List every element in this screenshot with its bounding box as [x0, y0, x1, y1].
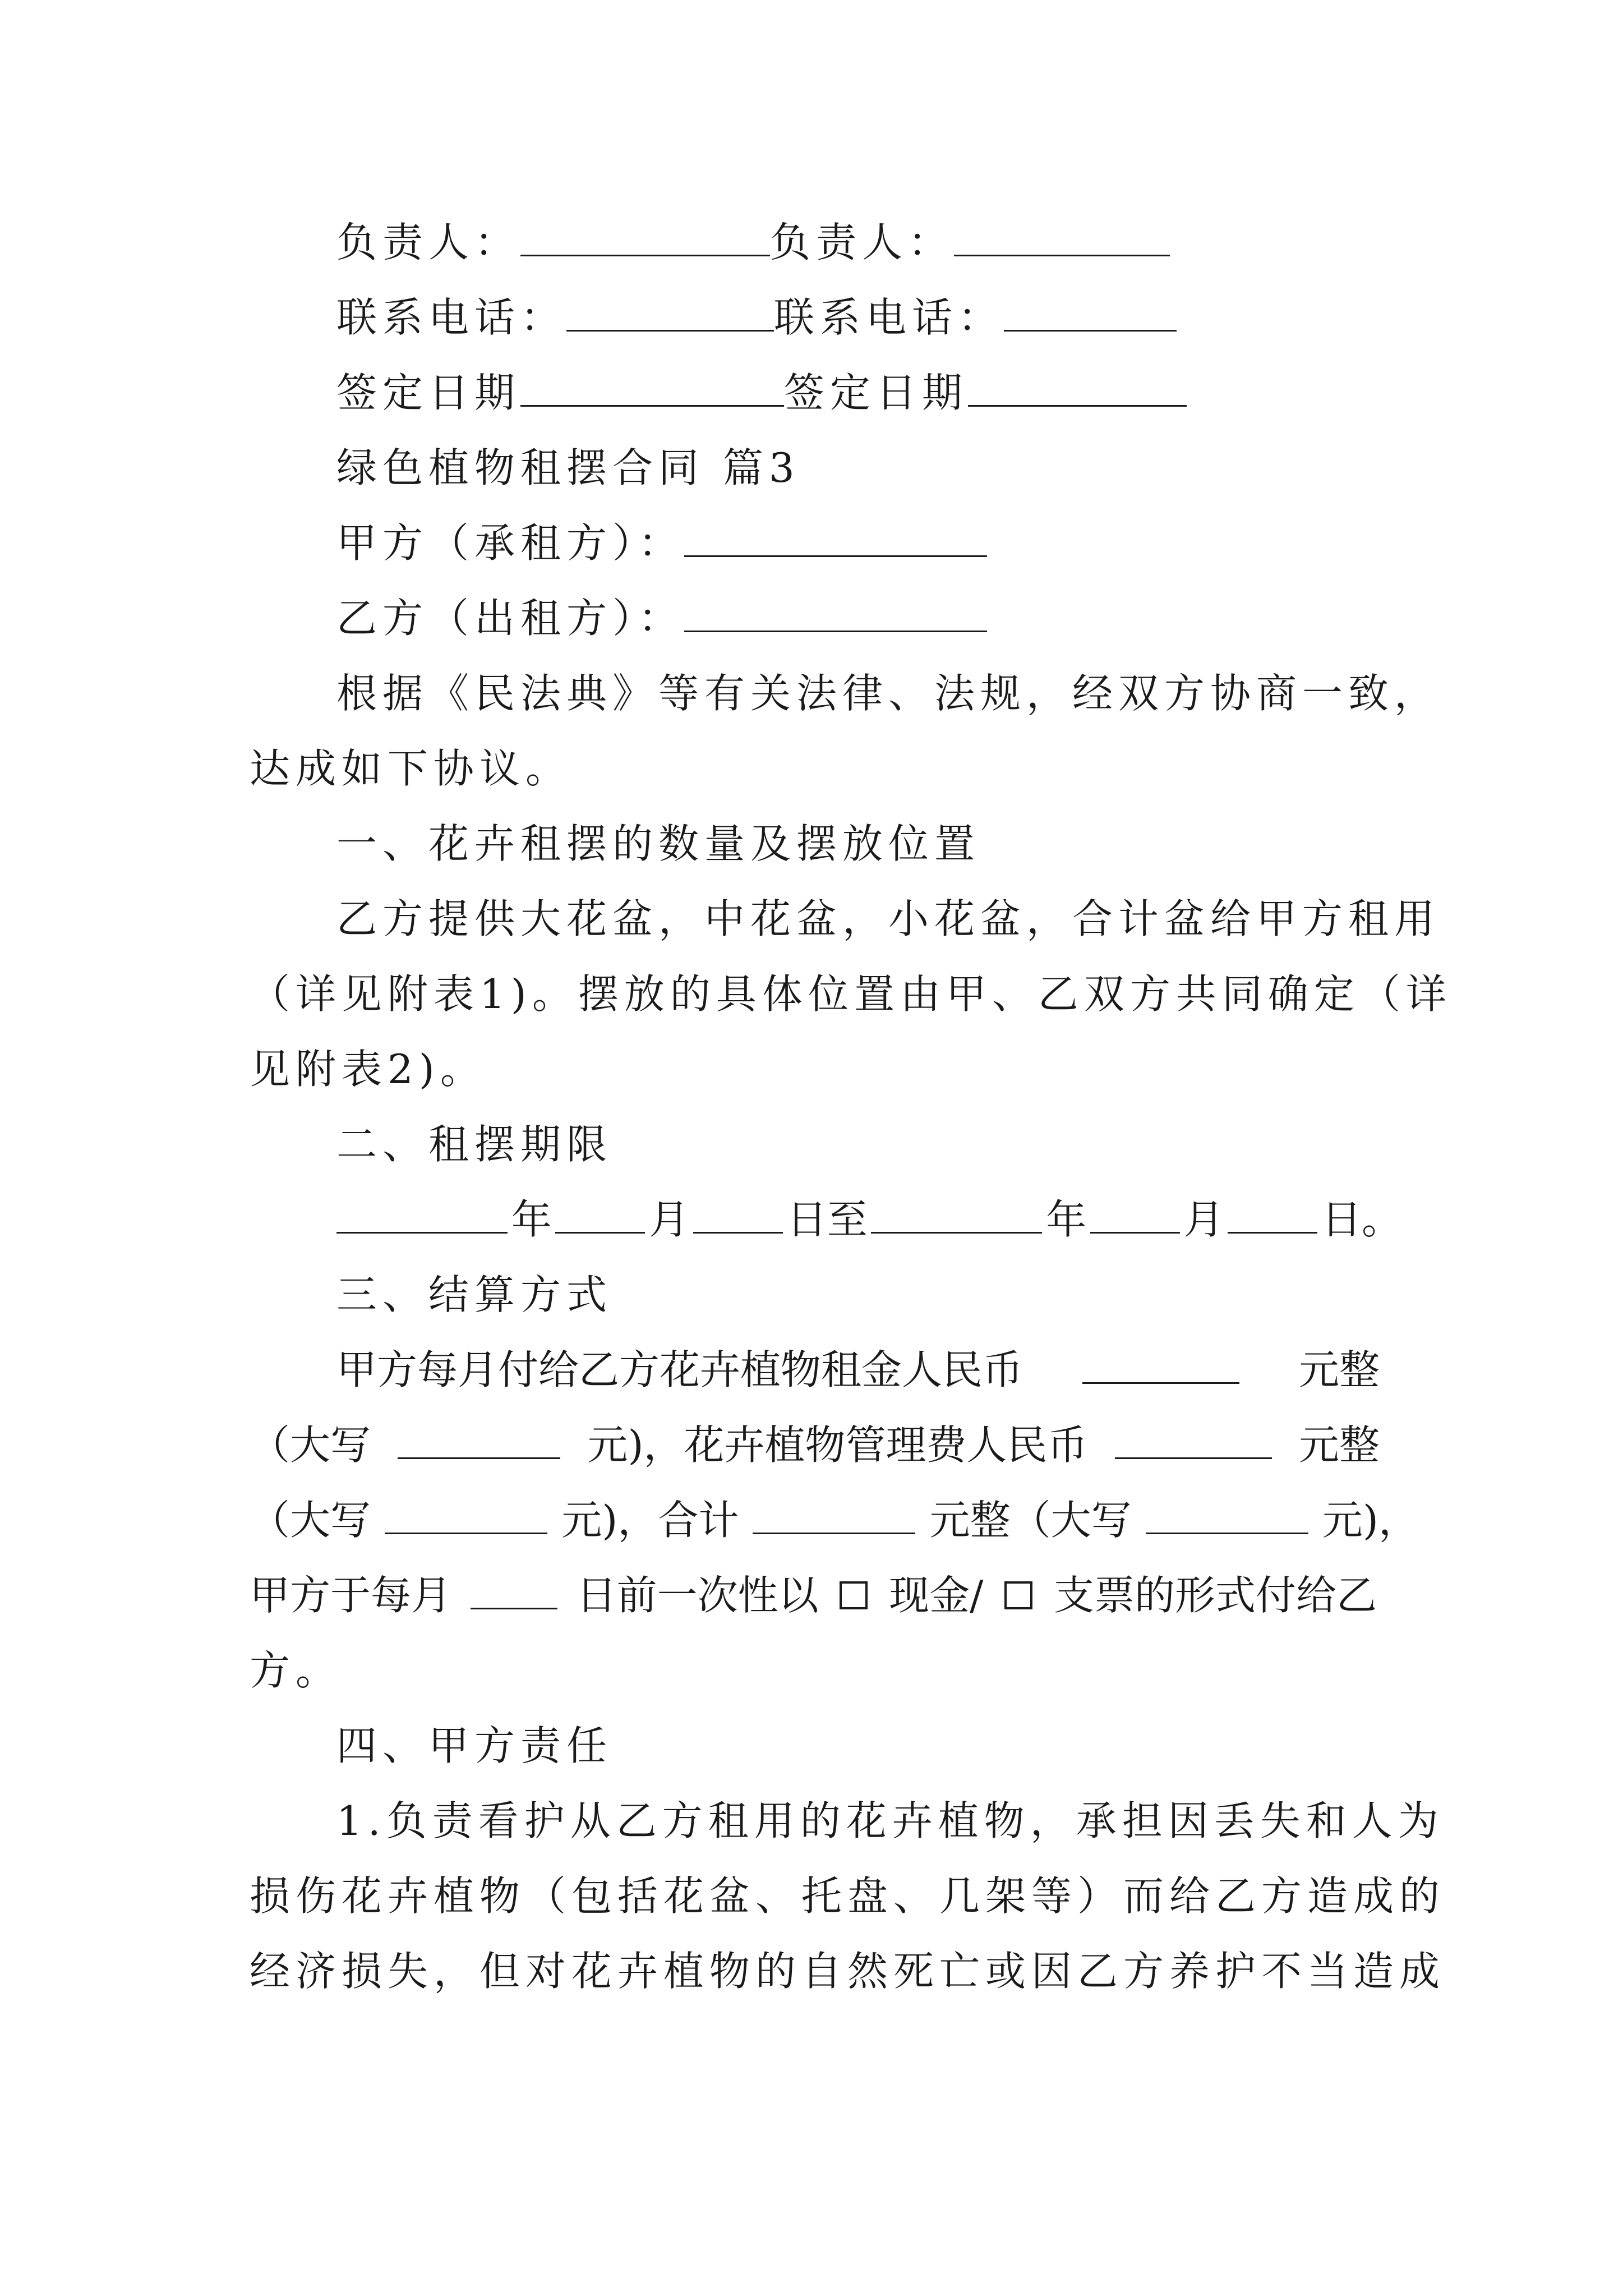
party-a-phone-label: 联系电话：: [336, 294, 567, 341]
party-a-name-blank[interactable]: [684, 521, 987, 557]
section-3-heading: 三、结算方式: [336, 1271, 613, 1318]
preamble-continued: 达成如下协议。: [250, 745, 572, 792]
fee-uppercase-blank[interactable]: [385, 1498, 547, 1534]
start-year-blank[interactable]: [336, 1197, 508, 1234]
total-uppercase-blank[interactable]: [1146, 1498, 1308, 1534]
start-month-label: 月: [649, 1196, 690, 1243]
section-1-heading: 一、花卉租摆的数量及摆放位置: [336, 820, 981, 867]
settlement-line-2: [250, 1418, 1380, 1472]
party-b-name-blank[interactable]: [684, 596, 987, 632]
settlement-line-5: 方。: [250, 1647, 342, 1694]
settlement-line-4: [250, 1568, 1377, 1622]
section-1-line-2: （详见附表1)。摆放的具体位置由甲、乙双方共同确定（详: [250, 970, 1452, 1018]
end-year-label: 年: [1046, 1196, 1087, 1243]
end-month-blank[interactable]: [1090, 1197, 1180, 1234]
party-a-person-blank[interactable]: [520, 220, 770, 256]
party-b-phone-blank[interactable]: [1004, 295, 1177, 332]
party-a-person-label: 负责人：: [336, 219, 521, 266]
total-uppercase-label: 元整（大写: [929, 1497, 1132, 1544]
rent-amount-blank[interactable]: [1082, 1347, 1239, 1384]
start-month-blank[interactable]: [555, 1197, 645, 1234]
signature-date-line: [336, 366, 1187, 420]
party-b-date-label: 签定日期: [784, 369, 969, 416]
cheque-label: 支票的形式付给乙: [1053, 1572, 1377, 1619]
section-4-line-2: 损伤花卉植物（包括花盆、托盘、几架等）而给乙方造成的: [250, 1872, 1446, 1920]
payment-method-label: 日前一次性以: [576, 1572, 819, 1619]
party-b-date-blank[interactable]: [968, 370, 1187, 407]
party-a-line: [336, 516, 987, 570]
party-a-label: 甲方（承租方）：: [336, 519, 685, 567]
settlement-line-3: [250, 1493, 1419, 1547]
section-1-line-1: 乙方提供大花盆，中花盆，小花盆，合计盆给甲方租用: [336, 895, 1441, 942]
section-4-line-3: 经济损失，但对花卉植物的自然死亡或因乙方养护不当造成: [250, 1948, 1446, 1995]
end-day-label: 日。: [1321, 1196, 1402, 1243]
section-1-line-3: 见附表2)。: [250, 1046, 486, 1093]
cheque-checkbox[interactable]: [1004, 1581, 1032, 1609]
contract-title: 绿色植物租摆合同 篇3: [336, 444, 800, 491]
party-b-person-label: 负责人：: [770, 219, 955, 266]
party-b-phone-label: 联系电话：: [774, 294, 1004, 341]
rent-uppercase-blank[interactable]: [398, 1423, 560, 1459]
section-2-heading: 二、租摆期限: [336, 1121, 613, 1168]
signature-person-line: [336, 215, 1170, 269]
fee-uppercase-label: （大写: [250, 1497, 371, 1544]
payment-day-blank[interactable]: [471, 1573, 557, 1609]
management-fee-unit: 元整: [1298, 1421, 1380, 1469]
total-amount-blank[interactable]: [753, 1498, 915, 1534]
start-day-to-label: 日至: [786, 1196, 868, 1243]
end-year-blank[interactable]: [871, 1197, 1042, 1234]
party-a-phone-blank[interactable]: [566, 295, 774, 332]
management-fee-label: 元)，花卉植物管理费人民币: [587, 1421, 1088, 1469]
start-year-label: 年: [511, 1196, 552, 1243]
party-b-label: 乙方（出租方）：: [336, 595, 685, 642]
total-label: 元)，合计: [561, 1497, 739, 1544]
party-b-person-blank[interactable]: [954, 220, 1170, 256]
preamble-line: 根据《民法典》等有关法律、法规，经双方协商一致，: [336, 670, 1441, 717]
party-a-date-label: 签定日期: [336, 369, 521, 416]
end-month-label: 月: [1183, 1196, 1224, 1243]
start-day-blank[interactable]: [693, 1197, 783, 1234]
party-b-line: [336, 591, 987, 645]
cash-checkbox[interactable]: [840, 1581, 868, 1609]
section-4-heading: 四、甲方责任: [336, 1722, 613, 1769]
total-uppercase-unit: 元)，: [1322, 1497, 1419, 1544]
cash-label: 现金/: [889, 1572, 984, 1619]
settlement-line-1: [336, 1343, 1380, 1397]
rent-uppercase-label: （大写: [250, 1421, 371, 1469]
lease-period-line: [336, 1193, 1402, 1246]
section-4-line-1: 1.负责看护从乙方租用的花卉植物，承担因丢失和人为: [336, 1797, 1444, 1844]
rent-label: 甲方每月付给乙方花卉植物租金人民币: [336, 1346, 1023, 1393]
end-day-blank[interactable]: [1228, 1197, 1317, 1234]
payment-day-label: 甲方于每月: [250, 1572, 452, 1619]
party-a-date-blank[interactable]: [520, 370, 784, 407]
rent-unit: 元整: [1298, 1346, 1380, 1393]
signature-phone-line: [336, 291, 1177, 344]
management-fee-blank[interactable]: [1115, 1423, 1272, 1459]
